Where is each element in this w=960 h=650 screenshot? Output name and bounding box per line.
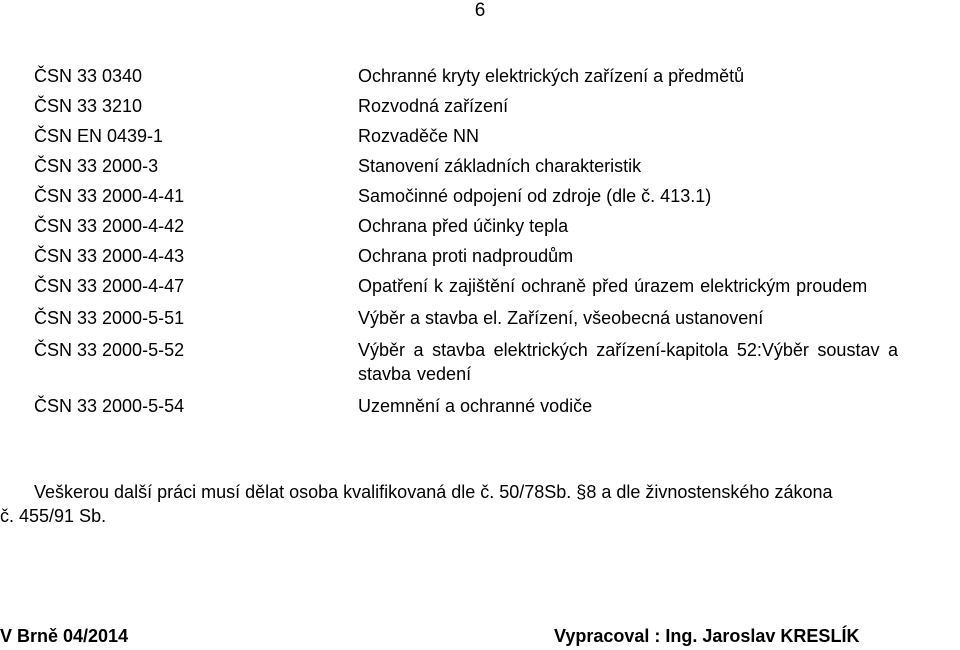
norm-code: ČSN 33 2000-4-47: [34, 276, 185, 296]
norm-code: ČSN 33 2000-5-54: [34, 396, 185, 416]
norm-title: Stanovení základních charakteristik: [358, 156, 642, 176]
footer-location-date: V Brně 04/2014: [0, 626, 129, 646]
norm-title: Výběr a stavba elektrických zařízení-kapitola 52:Výběr soustav a stavba vedení: [358, 340, 898, 384]
norm-code: ČSN 33 2000-4-41: [34, 186, 185, 206]
norm-code: ČSN 33 2000-5-51: [34, 308, 185, 328]
norm-code: ČSN 33 2000-4-42: [34, 216, 185, 236]
norm-row: [34, 214, 934, 238]
norm-title: Ochranné kryty elektrických zařízení a předmětů: [358, 66, 745, 86]
norm-row: [34, 124, 934, 148]
norm-row: [34, 394, 934, 418]
statement-line-1: Veškerou další práci musí dělat osoba kvalifikovaná dle č. 50/78Sb. §8 a dle živnostenského zákona: [34, 482, 833, 502]
norm-row: [34, 94, 934, 118]
norm-title: Samočinné odpojení od zdroje (dle č. 413.1): [358, 186, 712, 206]
norm-row: [34, 64, 934, 88]
norm-title: Ochrana proti nadproudům: [358, 246, 574, 266]
norm-code: ČSN 33 0340: [34, 66, 143, 86]
norm-code: ČSN 33 3210: [34, 96, 143, 116]
page-number: 6: [474, 0, 486, 21]
norm-title: Opatření k zajištění ochraně před úrazem elektrickým proudem: [358, 276, 868, 296]
footer-author: Vypracoval : Ing. Jaroslav KRESLÍK: [554, 626, 860, 646]
norm-row: [34, 306, 934, 330]
norm-code: ČSN EN 0439-1: [34, 126, 164, 146]
qualification-statement: [0, 480, 960, 528]
norm-title: Ochrana před účinky tepla: [358, 216, 569, 236]
norm-row: [34, 338, 934, 386]
norm-code: ČSN 33 2000-3: [34, 156, 159, 176]
norm-code: ČSN 33 2000-5-52: [34, 340, 185, 360]
norm-row: [34, 244, 934, 268]
norm-title: Rozvaděče NN: [358, 126, 480, 146]
norm-title: Uzemnění a ochranné vodiče: [358, 396, 593, 416]
norm-title: Výběr a stavba el. Zařízení, všeobecná ustanovení: [358, 308, 764, 328]
norm-row: [34, 184, 934, 208]
statement-line-2: č. 455/91 Sb.: [0, 506, 107, 526]
norm-row: [34, 154, 934, 178]
norm-code: ČSN 33 2000-4-43: [34, 246, 185, 266]
norm-title: Rozvodná zařízení: [358, 96, 509, 116]
norm-row: [34, 274, 934, 298]
norm-list: [34, 64, 934, 424]
